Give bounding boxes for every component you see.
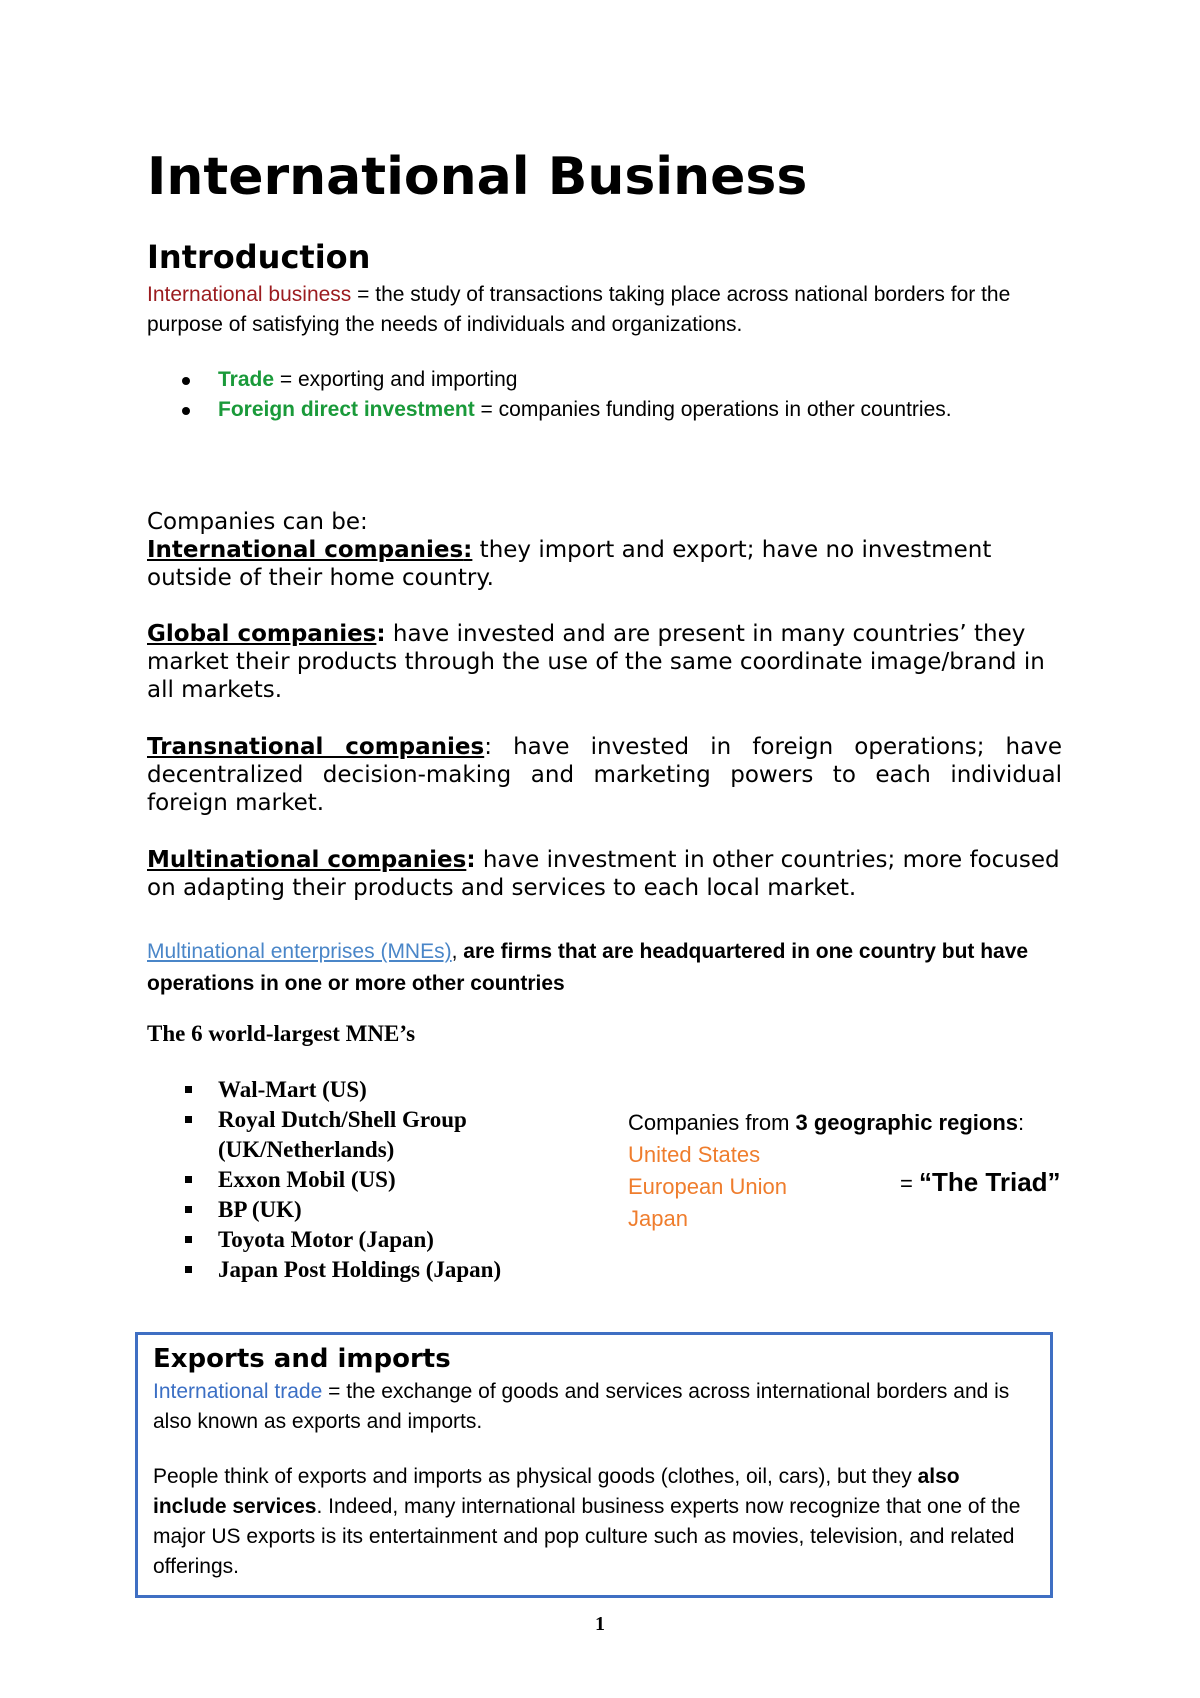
trade-text: = exporting and importing — [274, 368, 518, 391]
list-item: Wal-Mart (US) — [147, 1075, 578, 1105]
company-type-text: have invested and are present in many countries’ they market their products through the use of the same coordinate image/brand in all markets. — [147, 621, 1045, 703]
companies-label: Companies can be: — [147, 509, 368, 535]
largest-mnes-list — [147, 1075, 578, 1285]
bullet-icon — [182, 377, 190, 385]
square-bullet-icon — [185, 1116, 192, 1123]
company-type-international: International companies: they import and export; have no investment outside of their home country. — [147, 537, 992, 591]
regions-label: Companies from 3 geographic regions: — [628, 1110, 1025, 1135]
company-type-term: Multinational companies — [147, 847, 467, 873]
company-type-text: have investment in other countries; more focused on adapting their products and services to each local market. — [147, 847, 1060, 901]
list-item: BP (UK) — [147, 1195, 578, 1225]
international-trade-definition: International trade = the exchange of goods and services across international borders and is also known as exports and imports. — [153, 1380, 1010, 1433]
mne-definition-text: are firms that are headquartered in one country but have operations in one or more other countries — [147, 940, 1029, 995]
international-business-term: International business — [147, 283, 352, 306]
list-item: Royal Dutch/Shell Group (UK/Netherlands) — [147, 1105, 578, 1165]
list-item — [147, 395, 1098, 425]
company-type-term: Transnational companies — [147, 734, 485, 760]
international-business-definition — [147, 280, 1067, 340]
square-bullet-icon — [185, 1206, 192, 1213]
bullet-icon — [182, 407, 190, 415]
mne-definition: Multinational enterprises (MNEs), are firms that are headquartered in one country but have operations in one or more other countries — [147, 940, 1029, 995]
square-bullet-icon — [185, 1176, 192, 1183]
company-type-transnational: Transnational companies: have invested in foreign operations; have decentralized decision-making and marketing powers to each individual foreign market. — [147, 734, 1062, 816]
page-number: 1 — [595, 1613, 605, 1635]
document-title: International Business — [147, 147, 808, 207]
region-item: United States — [628, 1142, 761, 1167]
region-item: European Union — [628, 1174, 788, 1199]
company-type-global: Global companies: have invested and are present in many countries’ they market their products through the use of the same coordinate image/brand in all markets. — [147, 621, 1045, 703]
list-item: Exxon Mobil (US) — [147, 1165, 578, 1195]
exports-imports-heading: Exports and imports — [153, 1344, 451, 1374]
square-bullet-icon — [185, 1086, 192, 1093]
company-type-multinational: Multinational companies: have investment in other countries; more focused on adapting their products and services to each local market. — [147, 847, 1060, 901]
list-item: Japan Post Holdings (Japan) — [147, 1255, 578, 1285]
company-type-text: they import and export; have no investment outside of their home country. — [147, 537, 992, 591]
list-item — [147, 365, 1098, 395]
international-business-definition-text: = the study of transactions taking place across national borders for the purpose of satisfying the needs of individuals and organizations. — [147, 283, 1011, 336]
list-item: Toyota Motor (Japan) — [147, 1225, 578, 1255]
triad-label: = “The Triad” — [900, 1167, 1061, 1197]
company-type-term: International companies — [147, 537, 464, 563]
services-paragraph: People think of exports and imports as physical goods (clothes, oil, cars), but they also include services. Indeed, many international business experts now recognize that one of the major US exports is its entertainment and pop culture such as movies, television, and related offerings. — [153, 1465, 1021, 1578]
international-trade-term: International trade — [153, 1380, 323, 1403]
company-type-text: have invested in foreign operations; have decentralized decision-making and marketing powers to each individual foreign market. — [147, 734, 1062, 816]
company-type-term: Global companies — [147, 621, 377, 647]
square-bullet-icon — [185, 1236, 192, 1243]
fdi-term: Foreign direct investment — [218, 398, 475, 421]
square-bullet-icon — [185, 1266, 192, 1273]
largest-mnes-heading: The 6 world-largest MNE’s — [147, 1021, 416, 1046]
mne-link[interactable]: Multinational enterprises (MNEs) — [147, 940, 452, 963]
region-item: Japan — [628, 1206, 688, 1231]
introduction-heading: Introduction — [147, 238, 371, 276]
fdi-text: = companies funding operations in other countries. — [474, 398, 952, 421]
trade-term: Trade — [218, 368, 275, 391]
exports-imports-box — [135, 1332, 1053, 1598]
intro-bullet-list — [147, 365, 1098, 425]
